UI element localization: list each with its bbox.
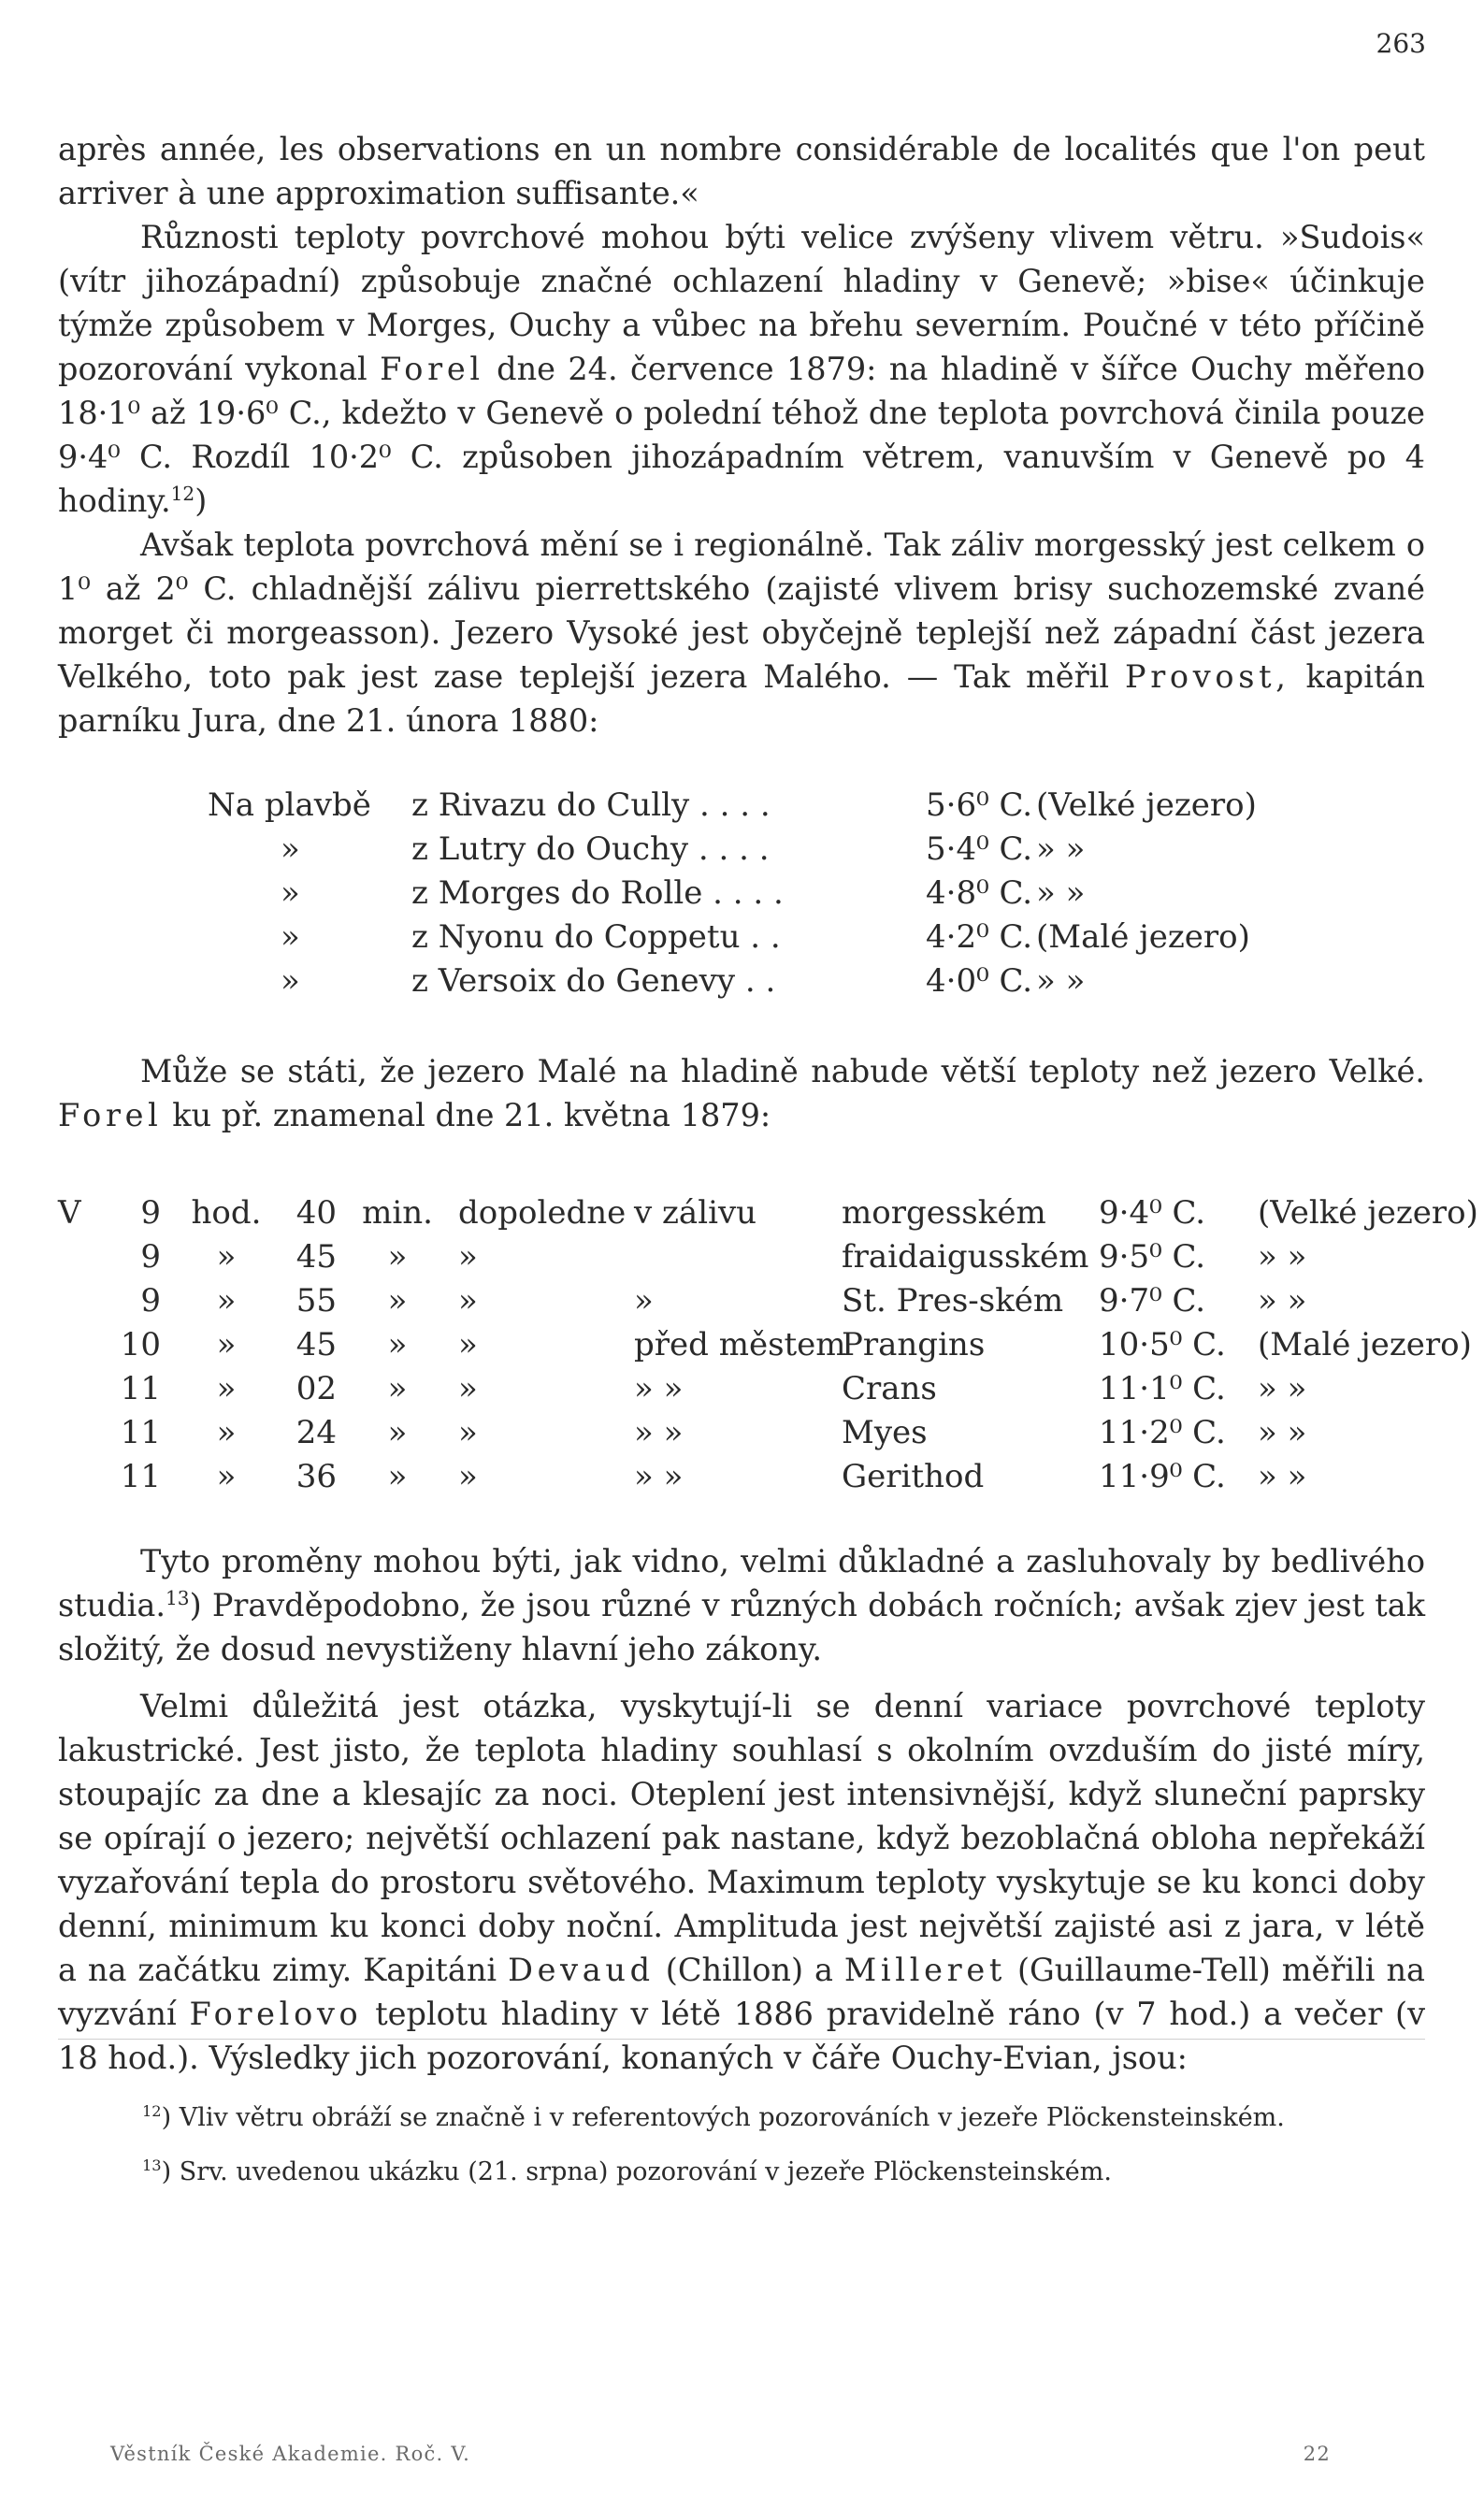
place: morgesském bbox=[842, 1194, 1046, 1232]
route: z Nyonu do Coppetu . . bbox=[411, 918, 781, 956]
page-number: 263 bbox=[1376, 28, 1426, 59]
row-prefix: » bbox=[281, 918, 300, 956]
hour: 9 bbox=[140, 1282, 161, 1320]
time-of-day: » bbox=[458, 1326, 478, 1363]
minute-unit: » bbox=[387, 1282, 408, 1320]
location-prefix bbox=[634, 1235, 842, 1279]
minutes: 36 bbox=[295, 1458, 337, 1495]
hour-unit: » bbox=[216, 1414, 237, 1451]
place: fraidaigusském bbox=[842, 1238, 1089, 1276]
place: Crans bbox=[842, 1370, 937, 1407]
hourly-temperature-table bbox=[58, 1191, 1484, 1499]
row-v bbox=[58, 1411, 120, 1455]
paragraph-3 bbox=[58, 523, 1425, 743]
row-v bbox=[58, 1455, 120, 1499]
footnote-12 bbox=[58, 2100, 1425, 2136]
lake-label: » » bbox=[1036, 962, 1086, 1000]
route: z Versoix do Genevy . . bbox=[411, 962, 776, 1000]
paragraph-2-end: ) bbox=[195, 483, 208, 519]
lake-label: » » bbox=[1258, 1370, 1307, 1407]
author-name-forel-2: Forel bbox=[58, 1097, 163, 1133]
footnote-divider bbox=[58, 2039, 1425, 2040]
table-row bbox=[58, 1455, 1484, 1499]
location-prefix: » » bbox=[634, 1414, 684, 1451]
time-of-day: » bbox=[458, 1414, 478, 1451]
hour-unit: » bbox=[216, 1282, 237, 1320]
author-name-devaud: Devaud bbox=[508, 1952, 655, 1988]
lake-label: » » bbox=[1258, 1238, 1307, 1276]
place: Prangins bbox=[842, 1326, 986, 1363]
place: Myes bbox=[842, 1414, 928, 1451]
paragraph-4 bbox=[58, 1049, 1425, 1137]
footnote-12-mark: 12 bbox=[142, 2102, 162, 2120]
lake-label: (Malé jezero) bbox=[1258, 1326, 1472, 1363]
temperature: 4·2⁰ C. bbox=[926, 918, 1033, 956]
location-prefix: v zálivu bbox=[634, 1194, 757, 1232]
hour-unit: » bbox=[216, 1458, 237, 1495]
minutes: 24 bbox=[295, 1414, 337, 1451]
footnote-13-text: ) Srv. uvedenou ukázku (21. srpna) pozorování v jezeře Plöckensteinském. bbox=[161, 2157, 1112, 2186]
location-prefix: před městem bbox=[634, 1326, 846, 1363]
location-prefix: » » bbox=[634, 1458, 684, 1495]
hour-unit: » bbox=[216, 1326, 237, 1363]
paragraph-1: après année, les observations en un nombre considérable de localités que l'on peut arriver à une approximation suffisante.« bbox=[58, 131, 1425, 211]
author-name-provost: Provost, bbox=[1124, 658, 1290, 695]
table-row bbox=[58, 1191, 1484, 1235]
row-prefix: » bbox=[281, 962, 300, 1000]
text-block-top bbox=[58, 127, 1425, 743]
paragraph-6 bbox=[58, 1684, 1425, 2080]
minutes: 45 bbox=[295, 1326, 337, 1363]
footnote-ref-13: 13 bbox=[166, 1586, 190, 1609]
minute-unit: » bbox=[387, 1326, 408, 1363]
footnote-13 bbox=[58, 2155, 1425, 2190]
paragraph-5 bbox=[58, 1539, 1425, 1671]
minutes: 45 bbox=[295, 1238, 337, 1276]
route: z Rivazu do Cully . . . . bbox=[411, 786, 771, 824]
travel-temperature-table bbox=[208, 784, 1257, 1003]
paragraph-3-text: Avšak teplota povrchová mění se i regionálně. Tak záliv morgesský jest celkem o 1⁰ až 2⁰ C. chladnější zálivu pierrettského (zajisté vlivem brisy suchozemské zvané morget či morgeasson). Jezero Vysoké jest obyčejně teplejší než západní část jezera Velkého, toto pak jest zase teplejší jezera Malého. — Tak měřil bbox=[58, 526, 1425, 695]
lake-label: » » bbox=[1258, 1414, 1307, 1451]
hour: 9 bbox=[140, 1194, 161, 1232]
paragraph-6-part-d: teplotu hladiny v létě 1886 pravidelně ráno (v 7 hod.) a večer (v 18 hod.). Výsledky jich pozorování, konaných v čáře Ouchy-Evian, jsou: bbox=[58, 1996, 1425, 2076]
footnote-13-mark: 13 bbox=[142, 2156, 162, 2174]
text-block-bottom bbox=[58, 1539, 1425, 2080]
paragraph-2-continuation: dne 24. července 1879: na hladině v šířce Ouchy měřeno 18·1⁰ až 19·6⁰ C., kdežto v Genevě o polední téhož dne teplota povrchová činila pouze 9·4⁰ C. Rozdíl 10·2⁰ C. způsoben jihozápadním větrem, vanuvším v Genevě po 4 hodiny. bbox=[58, 351, 1425, 519]
table-row bbox=[208, 872, 1257, 916]
temperature: 9·4⁰ C. bbox=[1099, 1194, 1206, 1232]
time-of-day: » bbox=[458, 1370, 478, 1407]
signature-mark: 22 bbox=[1303, 2443, 1331, 2465]
row-v bbox=[58, 1367, 120, 1411]
text-block-middle bbox=[58, 1049, 1425, 1137]
paragraph-2 bbox=[58, 215, 1425, 523]
route: z Morges do Rolle . . . . bbox=[411, 874, 784, 912]
author-name-forel: Forel bbox=[380, 351, 484, 387]
footnotes bbox=[58, 2100, 1425, 2209]
journal-title: Věstník České Akademie. Roč. V. bbox=[110, 2443, 471, 2465]
hour: 11 bbox=[120, 1414, 161, 1451]
row-v bbox=[58, 1323, 120, 1367]
time-of-day: » bbox=[458, 1238, 478, 1276]
hour: 11 bbox=[120, 1458, 161, 1495]
minutes: 55 bbox=[295, 1282, 337, 1320]
paragraph-4-continuation: ku př. znamenal dne 21. května 1879: bbox=[172, 1097, 771, 1133]
paragraph-2-text: Různosti teploty povrchové mohou býti velice zvýšeny vlivem větru. »Sudois« (vítr jihozápadní) způsobuje značné ochlazení hladiny v Genevě; »bise« účinkuje týmže způsobem v Morges, Ouchy a vůbec na břehu severním. Poučné v této příčině pozorování vykonal bbox=[58, 219, 1425, 387]
temperature: 4·8⁰ C. bbox=[926, 874, 1033, 912]
hour-unit: hod. bbox=[191, 1194, 262, 1232]
temperature: 10·5⁰ C. bbox=[1099, 1326, 1226, 1363]
table-row bbox=[58, 1235, 1484, 1279]
hour-unit: » bbox=[216, 1370, 237, 1407]
row-prefix: » bbox=[281, 874, 300, 912]
hour: 10 bbox=[120, 1326, 161, 1363]
route: z Lutry do Ouchy . . . . bbox=[411, 830, 770, 868]
lake-label: (Malé jezero) bbox=[1036, 918, 1250, 956]
temperature: 11·9⁰ C. bbox=[1099, 1458, 1226, 1495]
author-name-milleret: Milleret bbox=[843, 1952, 1006, 1988]
minute-unit: min. bbox=[362, 1194, 433, 1232]
page-footer bbox=[110, 2443, 1331, 2465]
minute-unit: » bbox=[387, 1414, 408, 1451]
place: Gerithod bbox=[842, 1458, 985, 1495]
location-prefix: » bbox=[634, 1282, 654, 1320]
lake-label: (Velké jezero) bbox=[1036, 786, 1257, 824]
minutes: 40 bbox=[295, 1194, 337, 1232]
minute-unit: » bbox=[387, 1238, 408, 1276]
lake-label: (Velké jezero) bbox=[1258, 1194, 1478, 1232]
temperature: 11·1⁰ C. bbox=[1099, 1370, 1226, 1407]
hour-unit: » bbox=[216, 1238, 237, 1276]
hour: 9 bbox=[140, 1238, 161, 1276]
row-v: V bbox=[58, 1194, 81, 1232]
time-of-day: » bbox=[458, 1458, 478, 1495]
temperature: 9·5⁰ C. bbox=[1099, 1238, 1206, 1276]
row-v bbox=[58, 1279, 120, 1323]
hour: 11 bbox=[120, 1370, 161, 1407]
row-prefix: » bbox=[281, 830, 300, 868]
paragraph-6-text: Velmi důležitá jest otázka, vyskytují-li se denní variace povrchové teploty lakustrické. Jest jisto, že teplota hladiny souhlasí s okolním ovzduším do jisté míry, stoupajíc za dne a klesajíc za noci. Oteplení jest intensivnější, když sluneční paprsky se opírají o jezero; největší ochlazení pak nastane, když bezoblačná obloha nepřekáží vyzařování tepla do prostoru světového. Maximum teploty vyskytuje se ku konci doby denní, minimum ku konci doby noční. Amplituda jest největší zajisté asi z jara, v létě a na začátku zimy. Kapitáni bbox=[58, 1688, 1425, 1988]
lake-label: » » bbox=[1258, 1282, 1307, 1320]
temperature: 4·0⁰ C. bbox=[926, 962, 1033, 1000]
author-name-forelovo: Forelovo bbox=[189, 1996, 363, 2032]
temperature: 9·7⁰ C. bbox=[1099, 1282, 1206, 1320]
minutes: 02 bbox=[295, 1370, 337, 1407]
time-of-day: dopoledne bbox=[458, 1194, 627, 1232]
minute-unit: » bbox=[387, 1370, 408, 1407]
table-row bbox=[208, 828, 1257, 872]
row-prefix: Na plavbě bbox=[208, 786, 371, 824]
table-row bbox=[208, 959, 1257, 1003]
place: St. Pres-ském bbox=[842, 1282, 1064, 1320]
time-of-day: » bbox=[458, 1282, 478, 1320]
footnote-12-text: ) Vliv větru obráží se značně i v referentových pozorováních v jezeře Plöckensteinském. bbox=[161, 2103, 1285, 2132]
table-row bbox=[208, 916, 1257, 959]
minute-unit: » bbox=[387, 1458, 408, 1495]
lake-label: » » bbox=[1036, 874, 1086, 912]
footnote-ref-12: 12 bbox=[170, 482, 195, 505]
paragraph-4-text: Může se státi, že jezero Malé na hladině nabude větší teploty než jezero Velké. bbox=[140, 1053, 1425, 1089]
table-row bbox=[58, 1323, 1484, 1367]
table-row bbox=[58, 1411, 1484, 1455]
lake-label: » » bbox=[1258, 1458, 1307, 1495]
table-row bbox=[58, 1367, 1484, 1411]
paragraph-5-text: Tyto proměny mohou býti, jak vidno, velmi důkladné a zasluhovaly by bedlivého studia. bbox=[58, 1543, 1425, 1623]
temperature: 5·4⁰ C. bbox=[926, 830, 1033, 868]
table-row bbox=[208, 784, 1257, 828]
lake-label: » » bbox=[1036, 830, 1086, 868]
temperature: 11·2⁰ C. bbox=[1099, 1414, 1226, 1451]
table-row bbox=[58, 1279, 1484, 1323]
paragraph-6-part-c: (Guillaume-Tell) měřili na vyzvání bbox=[58, 1952, 1425, 2032]
paragraph-3-continuation: kapitán parníku Jura, dne 21. února 1880: bbox=[58, 658, 1425, 739]
location-prefix: » » bbox=[634, 1370, 684, 1407]
temperature: 5·6⁰ C. bbox=[926, 786, 1033, 824]
paragraph-6-part-b: (Chillon) a bbox=[665, 1952, 833, 1988]
row-v bbox=[58, 1235, 120, 1279]
paragraph-5-continuation: ) Pravděpodobno, že jsou různé v různých dobách ročních; avšak zjev jest tak složitý, že dosud nevystiženy hlavní jeho zákony. bbox=[58, 1587, 1425, 1667]
